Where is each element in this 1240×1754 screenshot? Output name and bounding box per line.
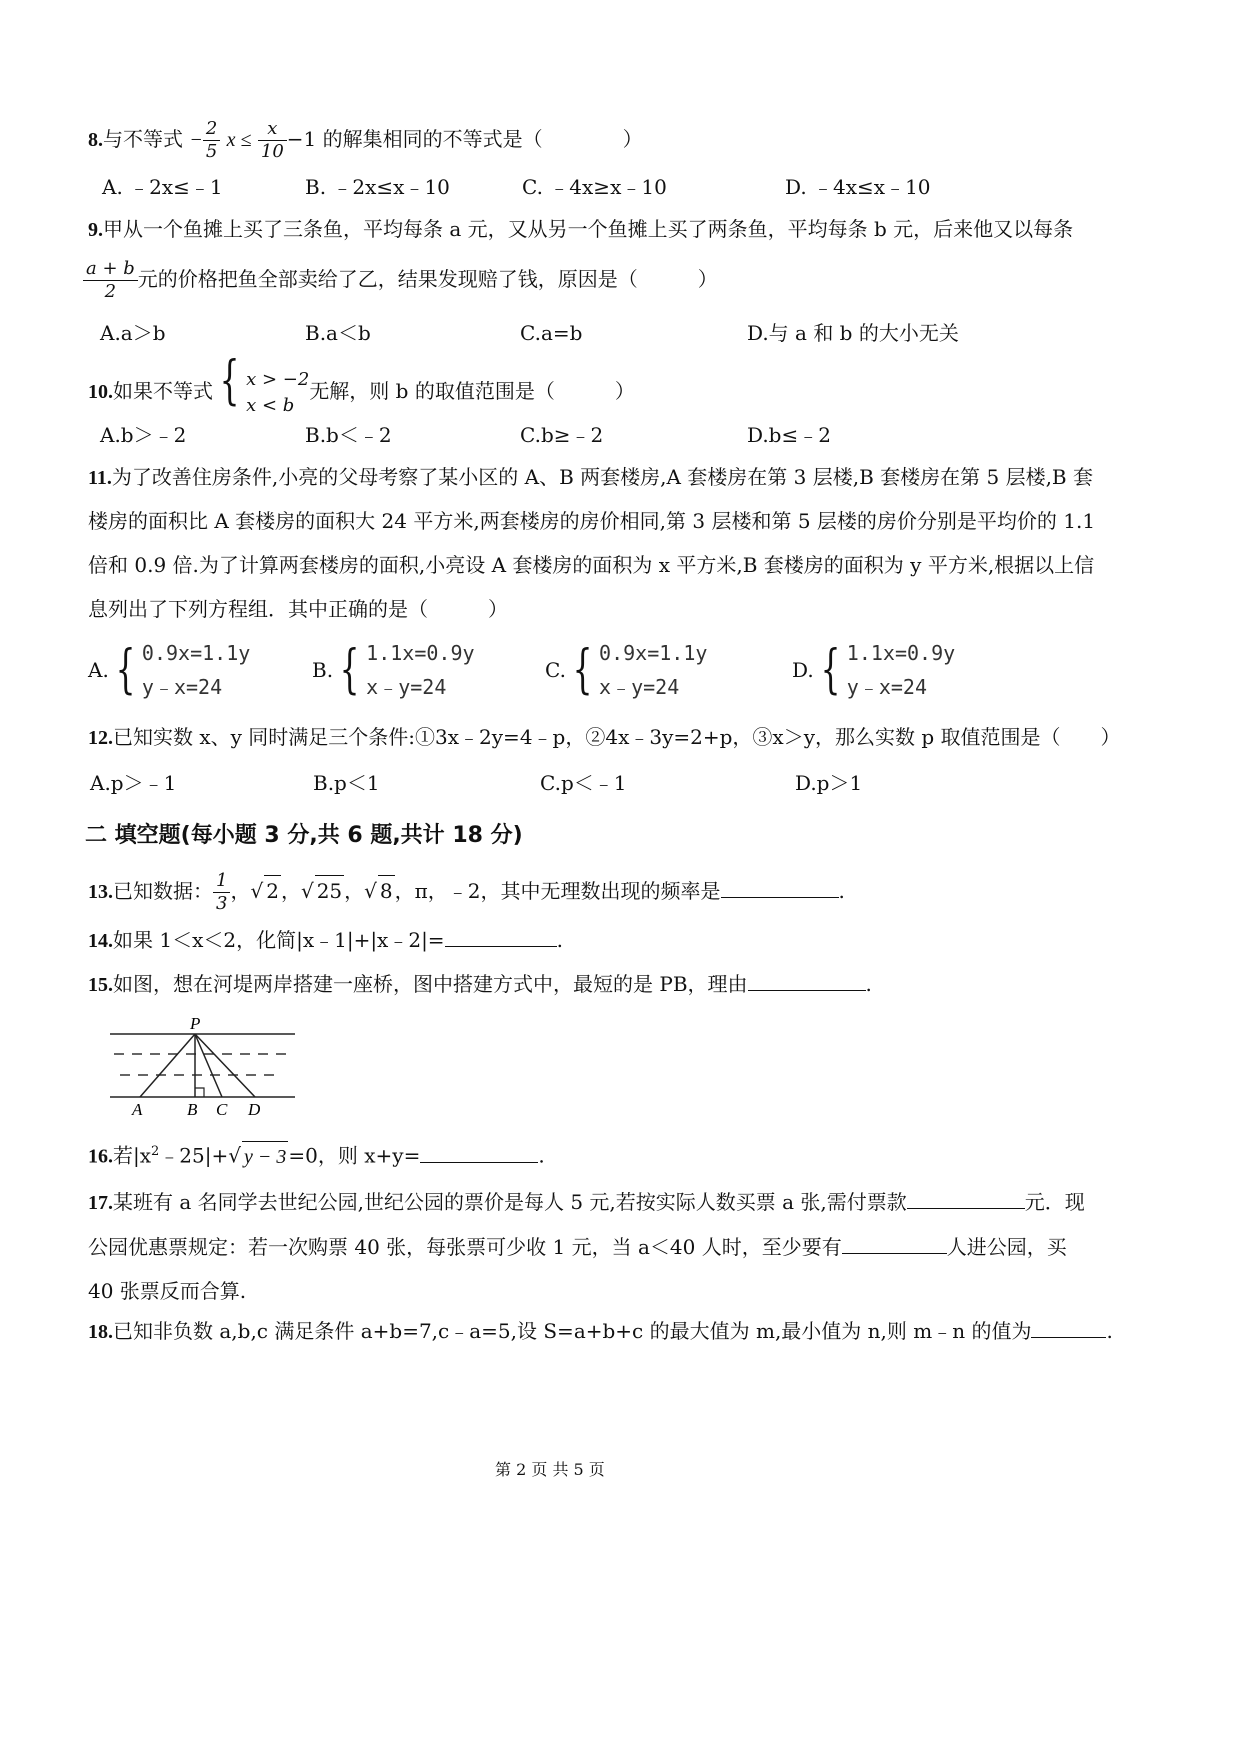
fraction <box>213 870 230 915</box>
equation-system <box>142 636 250 704</box>
left-brace-icon: { <box>219 351 240 411</box>
equation-line: 0.9x=1.1y <box>599 641 708 665</box>
question-10 <box>88 351 635 419</box>
equation-system <box>599 636 707 704</box>
equation-line: 1.1x=0.9y <box>846 641 956 665</box>
question-text: =0，则 x+y= <box>288 1143 421 1168</box>
answer-blank[interactable] <box>842 1233 947 1254</box>
question-11-line4: 息列出了下列方程组．其中正确的是（ ） <box>88 597 508 621</box>
system-line: x < b <box>246 394 295 416</box>
question-14 <box>88 925 563 956</box>
question-11-line3: 倍和 0.9 倍.为了计算两套楼房的面积,小亮设 A 套楼房的面积为 x 平方米,B 套楼房的面积为 y 平方米,根据以上信 <box>88 553 1095 577</box>
question-text: 为了改善住房条件,小亮的父母考察了某小区的 A、B 两套楼房,A 套楼房在第 3 层楼,B 套楼房在第 5 层楼,B 套 <box>111 465 1093 489</box>
sqrt-icon: √ <box>228 1143 242 1168</box>
question-number: 17. <box>88 1192 113 1214</box>
question-13: 13.已知数据： $\frac{1}{3}$ ，√ 2 ，√ 25 ，√ 8 ，π，﹣2，其中无理数出现的频率是 . <box>88 870 845 914</box>
option-label: C. <box>545 658 566 682</box>
equation-line: x﹣y=24 <box>599 675 680 699</box>
answer-blank[interactable] <box>748 970 866 991</box>
period: . <box>556 928 563 952</box>
question-8 <box>88 118 643 163</box>
river-bridge-figure <box>100 1012 300 1127</box>
question-text: 与不等式 <box>103 127 183 151</box>
question-11-line2: 楼房的面积比 A 套楼房的面积大 24 平方米,两套楼房的房价相同,第 3 层楼和第 5 层楼的房价分别是平均价的 1.1 <box>88 509 1096 533</box>
option-a: A.a＞b <box>100 321 166 345</box>
question-number: 14. <box>88 930 113 952</box>
option-b: B.b＜﹣2 <box>305 423 392 447</box>
left-brace-icon: { <box>115 640 136 700</box>
question-12 <box>88 722 1121 753</box>
period: . <box>865 972 872 996</box>
label-p: P <box>190 1014 201 1033</box>
option-d: D.b≤﹣2 <box>747 423 831 447</box>
option-c: C. ﹣4x≥x﹣10 <box>522 175 667 199</box>
right-angle-mark <box>195 1088 204 1097</box>
fraction-denominator: 3 <box>216 893 228 914</box>
segment-pa <box>140 1034 195 1097</box>
radicand: 8 <box>378 875 395 906</box>
option-b: B.a＜b <box>305 321 371 345</box>
fraction <box>258 118 287 163</box>
radicand: 25 <box>315 875 344 906</box>
equation-system <box>366 636 474 704</box>
separator: ， <box>230 879 251 903</box>
option-c <box>545 636 707 704</box>
option-label: D. <box>792 658 814 682</box>
fraction <box>203 118 220 163</box>
fraction-numerator: 1 <box>213 870 230 893</box>
question-number: 13. <box>88 881 113 903</box>
question-number: 11. <box>88 467 112 489</box>
option-label: B. <box>312 658 334 682</box>
option-d <box>792 636 955 704</box>
label-b: B <box>187 1100 198 1119</box>
section-heading: 二 填空题(每小题 3 分,共 6 题,共计 18 分) <box>85 823 523 848</box>
equation-line: x﹣y=24 <box>366 675 447 699</box>
question-number: 12. <box>88 727 113 749</box>
question-text: 已知非负数 a,b,c 满足条件 a+b=7,c﹣a=5,设 S=a+b+c 的最大值为 m,最小值为 n,则 m﹣n 的值为 <box>113 1319 1032 1343</box>
answer-blank[interactable] <box>420 1142 538 1163</box>
answer-blank[interactable] <box>1031 1317 1106 1338</box>
question-text: 元．现 <box>1024 1190 1085 1214</box>
question-text: ﹣25|+ <box>159 1143 229 1168</box>
option-b: B.p＜1 <box>313 771 380 795</box>
left-brace-icon: { <box>820 640 841 700</box>
separator: ， <box>344 879 365 903</box>
period: . <box>1106 1319 1113 1343</box>
question-text: 无解，则 b 的取值范围是（ ） <box>309 379 635 403</box>
option-label: A. <box>88 658 109 682</box>
fraction-denominator: 10 <box>260 141 284 162</box>
equation-line: 0.9x=1.1y <box>141 641 251 665</box>
option-c: C.b≥﹣2 <box>520 423 604 447</box>
fraction-denominator: 5 <box>205 141 218 162</box>
fraction-numerator: a + b <box>83 258 138 281</box>
option-c: C.p＜﹣1 <box>540 771 627 795</box>
question-number: 15. <box>88 974 113 996</box>
question-text: 已知数据： <box>113 879 213 903</box>
question-text: 甲从一个鱼摊上买了三条鱼，平均每条 a 元，又从另一个鱼摊上买了两条鱼，平均每条 b 元，后来他又以每条 <box>103 217 1074 241</box>
question-number: 16. <box>88 1145 113 1168</box>
answer-blank[interactable] <box>445 926 557 947</box>
answer-blank[interactable] <box>907 1188 1025 1209</box>
question-11 <box>88 462 1093 493</box>
label-c: C <box>216 1100 228 1119</box>
option-b: B. ﹣2x≤x﹣10 <box>305 175 450 199</box>
question-text: 如果 1＜x＜2，化简|x﹣1|+|x﹣2|= <box>113 928 445 952</box>
inequality-system <box>246 367 309 419</box>
question-text: 某班有 a 名同学去世纪公园,世纪公园的票价是每人 5 元,若按实际人数买票 a 张,需付票款 <box>113 1190 907 1214</box>
option-c: C.a=b <box>520 321 583 345</box>
question-text: 公园优惠票规定：若一次购票 40 张，每张票可少收 1 元，当 a＜40 人时，至少要有 <box>88 1235 842 1259</box>
option-d: D.与 a 和 b 的大小无关 <box>747 321 959 345</box>
math-sign: − <box>189 129 203 151</box>
equation-line: y﹣x=24 <box>846 675 927 699</box>
separator: ， <box>280 879 301 903</box>
question-text: 已知实数 x、y 同时满足三个条件:①3x﹣2y=4﹣p，②4x﹣3y=2+p，③x＞y，那么实数 p 取值范围是（ ） <box>113 725 1121 749</box>
option-a: A. ﹣2x≤﹣1 <box>102 175 223 199</box>
left-brace-icon: { <box>339 640 360 700</box>
option-a <box>88 636 250 704</box>
question-9-line2 <box>83 258 718 303</box>
question-17-line3: 40 张票反而合算. <box>88 1279 247 1303</box>
radicand: 2 <box>264 875 281 906</box>
equation-system <box>847 636 955 704</box>
question-number: 9. <box>88 219 103 241</box>
option-a: A.p＞﹣1 <box>90 771 177 795</box>
question-15 <box>88 969 872 1000</box>
question-text: −1 的解集相同的不等式是（ ） <box>286 127 643 151</box>
radicand: y − 3 <box>242 1141 288 1172</box>
question-17-line2 <box>88 1232 1067 1262</box>
label-d: D <box>248 1100 261 1119</box>
option-a: A.b＞﹣2 <box>100 423 187 447</box>
left-brace-icon: { <box>572 640 593 700</box>
answer-blank[interactable] <box>721 877 839 898</box>
question-text: 元的价格把鱼全部卖给了乙，结果发现赔了钱，原因是（ ） <box>137 267 718 291</box>
question-number: 18. <box>88 1321 113 1343</box>
fraction-numerator: 2 <box>203 118 220 141</box>
question-text: 如图，想在河堤两岸搭建一座桥，图中搭建方式中，最短的是 PB，理由 <box>113 972 748 996</box>
fraction-denominator: 2 <box>104 281 117 302</box>
question-16 <box>88 1137 545 1172</box>
label-a: A <box>132 1100 143 1119</box>
question-text: 人进公园，买 <box>946 1235 1067 1259</box>
option-d: D.p＞1 <box>795 771 863 795</box>
system-line: x > −2 <box>246 368 310 390</box>
fraction <box>83 258 138 303</box>
fraction-numerator: x <box>258 118 287 141</box>
equation-line: 1.1x=0.9y <box>366 641 475 665</box>
question-18 <box>88 1316 1113 1347</box>
equation-line: y﹣x=24 <box>141 675 223 699</box>
question-text: 如果不等式 <box>113 379 213 403</box>
option-b <box>312 636 475 704</box>
question-17 <box>88 1187 1085 1218</box>
period: . <box>838 879 845 903</box>
question-number: 10. <box>88 381 113 403</box>
period: . <box>538 1143 545 1168</box>
superscript: 2 <box>151 1144 160 1159</box>
question-text: ，π，﹣2，其中无理数出现的频率是 <box>394 879 721 903</box>
question-9 <box>88 214 1073 245</box>
page-footer: 第 2 页 共 5 页 <box>495 1460 605 1479</box>
math-text: x ≤ <box>226 129 252 151</box>
question-number: 8. <box>88 129 103 151</box>
question-text: 若|x <box>113 1143 152 1168</box>
option-d: D. ﹣4x≤x﹣10 <box>785 175 931 199</box>
